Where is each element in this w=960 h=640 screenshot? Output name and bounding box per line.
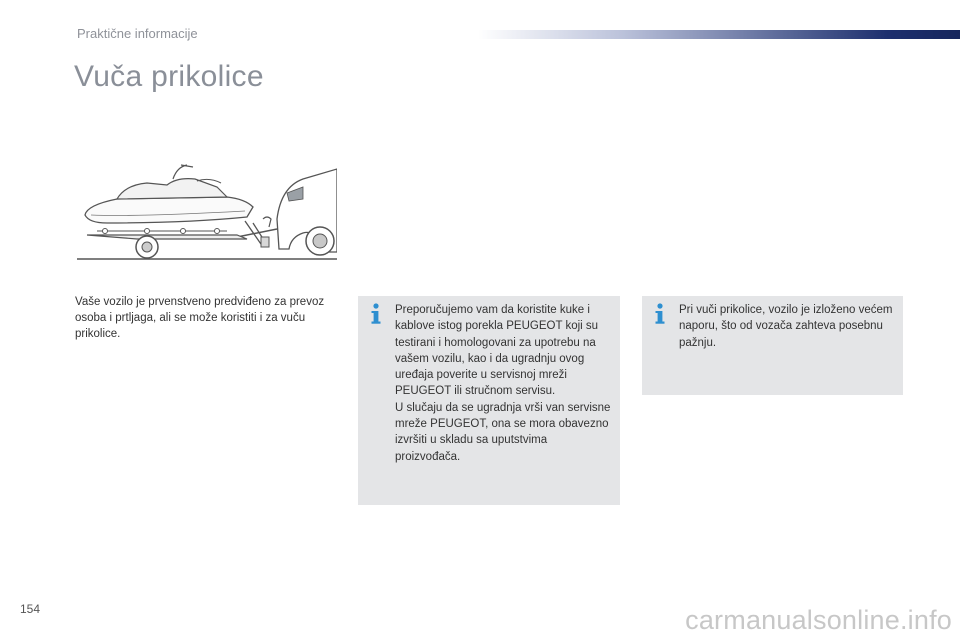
info-box-caution bbox=[642, 296, 903, 395]
section-label: Praktične informacije bbox=[77, 26, 198, 41]
info-text bbox=[679, 302, 895, 351]
info-paragraph: Preporučujemo vam da koristite kuke i kablove istog porekla PEUGEOT koji su testirani i homologovani za upotrebu na vašem vozilu, kao i da ugradnju ovog uređaja poverite u servisnoj mreži PEUGEOT ili stručnom servisu. bbox=[395, 304, 599, 398]
info-paragraph: Pri vuči prikolice, vozilo je izloženo većem naporu, što od vozača zahteva posebnu pažnju. bbox=[679, 304, 893, 349]
illustration bbox=[77, 157, 337, 263]
info-paragraph: U slučaju da se ugradnja vrši van servisne mreže PEUGEOT, ona se mora obavezno izvršiti u skladu sa uputstvima proizvođača. bbox=[395, 401, 611, 463]
body-text: Vaše vozilo je prvenstveno predviđeno za prevoz osoba i prtljaga, ali se može koristiti i za vuču prikolice. bbox=[75, 296, 325, 340]
info-icon bbox=[368, 302, 384, 326]
info-text bbox=[395, 302, 612, 465]
info-icon bbox=[652, 302, 668, 326]
page-title: Vuča prikolice bbox=[74, 60, 264, 93]
page-number: 154 bbox=[20, 602, 41, 616]
info-box-recommendation bbox=[358, 296, 620, 505]
header-bar bbox=[478, 30, 960, 39]
jetski-trailer-car-illustration bbox=[77, 157, 337, 263]
watermark: carmanualsonline.info bbox=[685, 605, 952, 635]
